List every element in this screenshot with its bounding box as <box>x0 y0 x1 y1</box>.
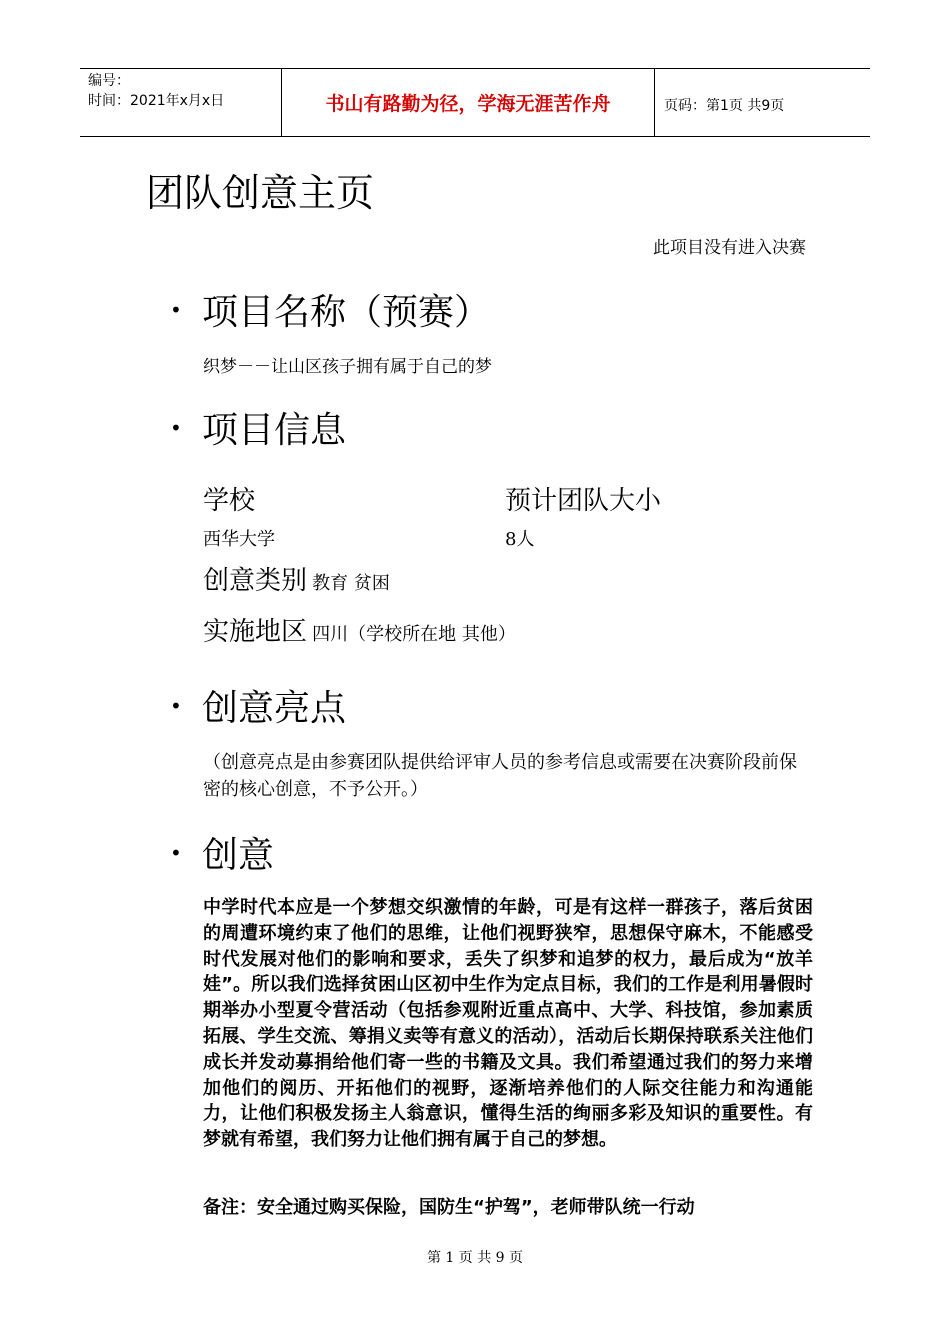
header-table <box>80 68 870 137</box>
region-row <box>203 611 516 648</box>
header-meta <box>88 71 224 111</box>
section-heading-highlight <box>170 680 346 731</box>
section-heading-info <box>170 402 346 453</box>
category-value: 教育 贫困 <box>312 573 390 594</box>
section-title: 项目名称（预赛） <box>202 292 491 333</box>
bullet-icon: • <box>170 297 182 322</box>
section-title: 创意 <box>202 835 275 876</box>
project-name-value: 织梦－－让山区孩子拥有属于自己的梦 <box>203 357 492 377</box>
region-label: 实施地区 <box>203 617 308 647</box>
category-row <box>203 560 390 597</box>
header-number: 编号： <box>88 73 130 89</box>
page-title: 团队创意主页 <box>146 171 375 215</box>
idea-remark: 备注：安全通过购买保险，国防生“护驾”，老师带队统一行动 <box>203 1197 695 1218</box>
team-size-label: 预计团队大小 <box>505 486 662 516</box>
bullet-icon: • <box>170 693 182 718</box>
final-note: 此项目没有进入决赛 <box>653 238 806 258</box>
header-page-info: 页码：第1页 共9页 <box>664 98 785 114</box>
bullet-icon: • <box>170 840 182 865</box>
region-value: 四川（学校所在地 其他） <box>312 624 516 645</box>
section-heading-name <box>170 284 490 335</box>
header-divider <box>654 69 655 136</box>
section-heading-idea <box>170 827 274 878</box>
category-label: 创意类别 <box>203 566 308 596</box>
page-footer: 第 1 页 共 9 页 <box>426 1250 524 1266</box>
idea-text: 中学时代本应是一个梦想交织激情的年龄，可是有这样一群孩子，落后贫困的周遭环境约束了他们的思维，让他们视野狭窄，思想保守麻木，不能感受时代发展对他们的影响和要求，丢失了织梦和追梦的权力，最后成为“放羊娃”。所以我们选择贫困山区初中生作为定点目标，我们的工作是利用暑假时期举办小型夏令营活动（包括参观附近重点高中、大学、科技馆，参加素质拓展、学生交流、筹捐义卖等有意义的活动），活动后长期保持联系关注他们成长并发动募捐给他们寄一些的书籍及文具。我们希望通过我们的努力来增加他们的阅历、开拓他们的视野，逐渐培养他们的人际交往能力和沟通能力，让他们积极发扬主人翁意识，懂得生活的绚丽多彩及知识的重要性。有梦就有希望，我们努力让他们拥有属于自己的梦想。 <box>203 897 813 1151</box>
highlight-text: （创意亮点是由参赛团队提供给评审人员的参考信息或需要在决赛阶段前保密的核心创意，不予公开。） <box>203 752 797 800</box>
school-value: 西华大学 <box>203 529 275 550</box>
bullet-icon: • <box>170 415 182 440</box>
section-title: 创意亮点 <box>202 688 347 729</box>
team-size-value: 8人 <box>505 529 535 550</box>
header-time: 时间：2021年x月x日 <box>88 93 225 109</box>
school-label: 学校 <box>203 486 256 516</box>
header-motto: 书山有路勤为径，学海无涯苦作舟 <box>325 93 611 115</box>
section-title: 项目信息 <box>202 410 347 451</box>
